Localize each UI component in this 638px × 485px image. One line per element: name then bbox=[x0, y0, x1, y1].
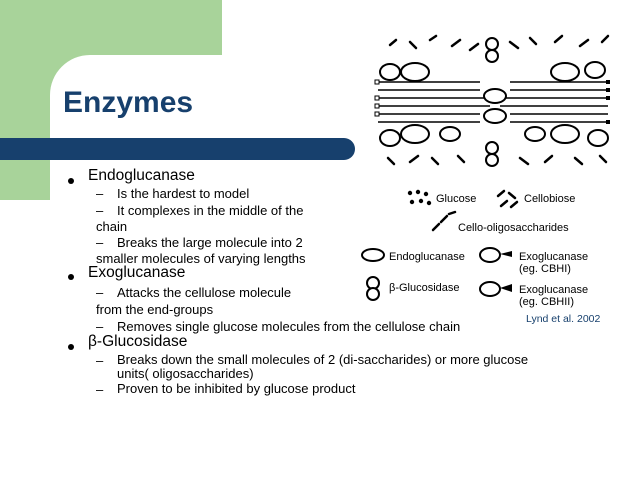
sub-item-continued: chain bbox=[96, 219, 128, 234]
legend-exoglucanase-2: Exoglucanase bbox=[519, 284, 589, 296]
legend-exoglucanase-1: Exoglucanase bbox=[519, 251, 589, 263]
dash-marker: – bbox=[96, 382, 104, 397]
glucose-icon bbox=[405, 188, 435, 210]
sub-item: Breaks down the small molecules of 2 (di-saccharides) or more glucose bbox=[117, 352, 529, 367]
exoglucanase-cbhii-icon bbox=[478, 278, 516, 300]
dash-marker: – bbox=[96, 353, 104, 368]
dash-marker: – bbox=[96, 319, 104, 334]
sub-item: Is the hardest to model bbox=[117, 186, 250, 201]
legend-glucose: Glucose bbox=[436, 193, 477, 205]
slide-title: Enzymes bbox=[63, 86, 194, 119]
legend-exoglucanase-1-note: (eg. CBHI) bbox=[519, 263, 571, 275]
title-underline-bar bbox=[0, 138, 355, 160]
sub-item-continued: units( oligosaccharides) bbox=[117, 366, 254, 381]
legend-cello-oligosaccharides: Cello-oligosaccharides bbox=[458, 222, 569, 234]
sub-item-continued: smaller molecules of varying lengths bbox=[96, 251, 306, 266]
dash-marker: – bbox=[96, 235, 104, 250]
cello-oligosaccharides-icon bbox=[430, 210, 458, 234]
legend-exoglucanase-2-note: (eg. CBHII) bbox=[519, 296, 575, 308]
exoglucanase-cbhi-icon bbox=[478, 245, 516, 265]
bullet-dot bbox=[68, 344, 74, 350]
legend-beta-glucosidase: β-Glucosidase bbox=[389, 282, 460, 294]
sub-item: Removes single glucose molecules from the cellulose chain bbox=[117, 319, 461, 334]
legend-cellobiose: Cellobiose bbox=[524, 193, 576, 205]
beta-glucosidase-icon bbox=[362, 275, 384, 301]
sub-item: Breaks the large molecule into 2 bbox=[117, 235, 303, 250]
legend-endoglucanase: Endoglucanase bbox=[389, 251, 465, 263]
bullet-beta-glucosidase: β-Glucosidase bbox=[88, 333, 188, 350]
bullet-exoglucanase: Exoglucanase bbox=[88, 264, 186, 281]
figure-citation: Lynd et al. 2002 bbox=[526, 313, 601, 325]
bullet-endoglucanase: Endoglucanase bbox=[88, 167, 195, 184]
endoglucanase-icon bbox=[360, 246, 386, 264]
sub-item: It complexes in the middle of the bbox=[117, 203, 304, 218]
cellobiose-icon bbox=[495, 188, 521, 210]
sub-item: Proven to be inhibited by glucose product bbox=[117, 381, 356, 396]
cellulose-degradation-figure bbox=[370, 30, 620, 180]
dash-marker: – bbox=[96, 186, 104, 201]
sub-item: Attacks the cellulose molecule bbox=[117, 285, 292, 300]
bullet-dot bbox=[68, 274, 74, 280]
dash-marker: – bbox=[96, 285, 104, 300]
dash-marker: – bbox=[96, 203, 104, 218]
bullet-dot bbox=[68, 178, 74, 184]
sub-item-continued: from the end-groups bbox=[96, 302, 214, 317]
